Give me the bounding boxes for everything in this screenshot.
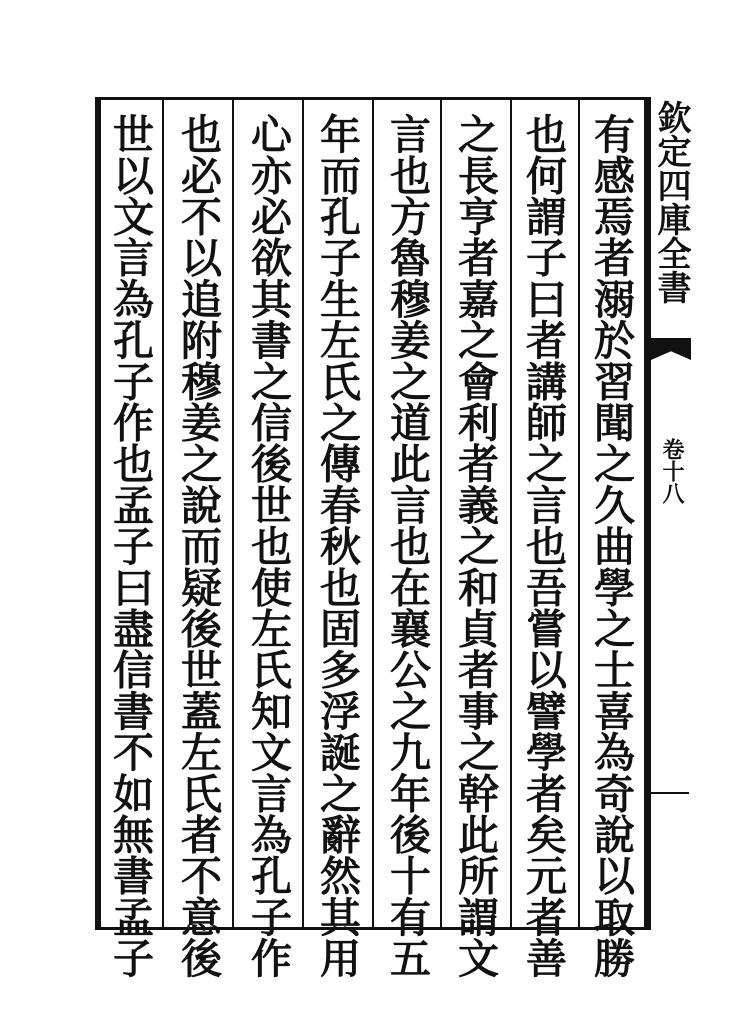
column-divider <box>510 97 512 930</box>
column-divider <box>372 97 374 930</box>
margin-tick-line <box>651 792 689 794</box>
fishtail-mark-icon <box>651 338 691 360</box>
text-column-5: 年而孔子生左氏之傳春秋也固多浮誕之辭然其用 <box>313 113 361 979</box>
text-column-2: 也何謂子曰者講師之言也吾嘗以譬學者矣元者善 <box>519 113 567 979</box>
column-divider <box>302 97 304 930</box>
text-column-1: 有感焉者溺於習聞之久曲學之士喜為奇說以取勝 <box>587 113 635 979</box>
text-column-3: 之長亨者嘉之會利者義之和貞者事之幹此所謂文 <box>451 113 499 979</box>
volume-label: 卷十八 <box>659 438 685 504</box>
column-divider <box>232 97 234 930</box>
book-title: 欽定四庫全書 <box>651 100 691 304</box>
text-column-7: 也必不以追附穆姜之說而疑後世蓋左氏者不意後 <box>174 113 222 979</box>
column-divider <box>578 97 580 930</box>
text-column-8: 世以文言為孔子作也孟子曰盡信書不如無書孟子 <box>106 113 154 979</box>
text-column-4: 言也方魯穆姜之道此言也在襄公之九年後十有五 <box>383 113 431 979</box>
text-column-6: 心亦必欲其書之信後世也使左氏知文言為孔子作 <box>244 113 292 979</box>
column-divider <box>162 97 164 930</box>
column-divider <box>440 97 442 930</box>
